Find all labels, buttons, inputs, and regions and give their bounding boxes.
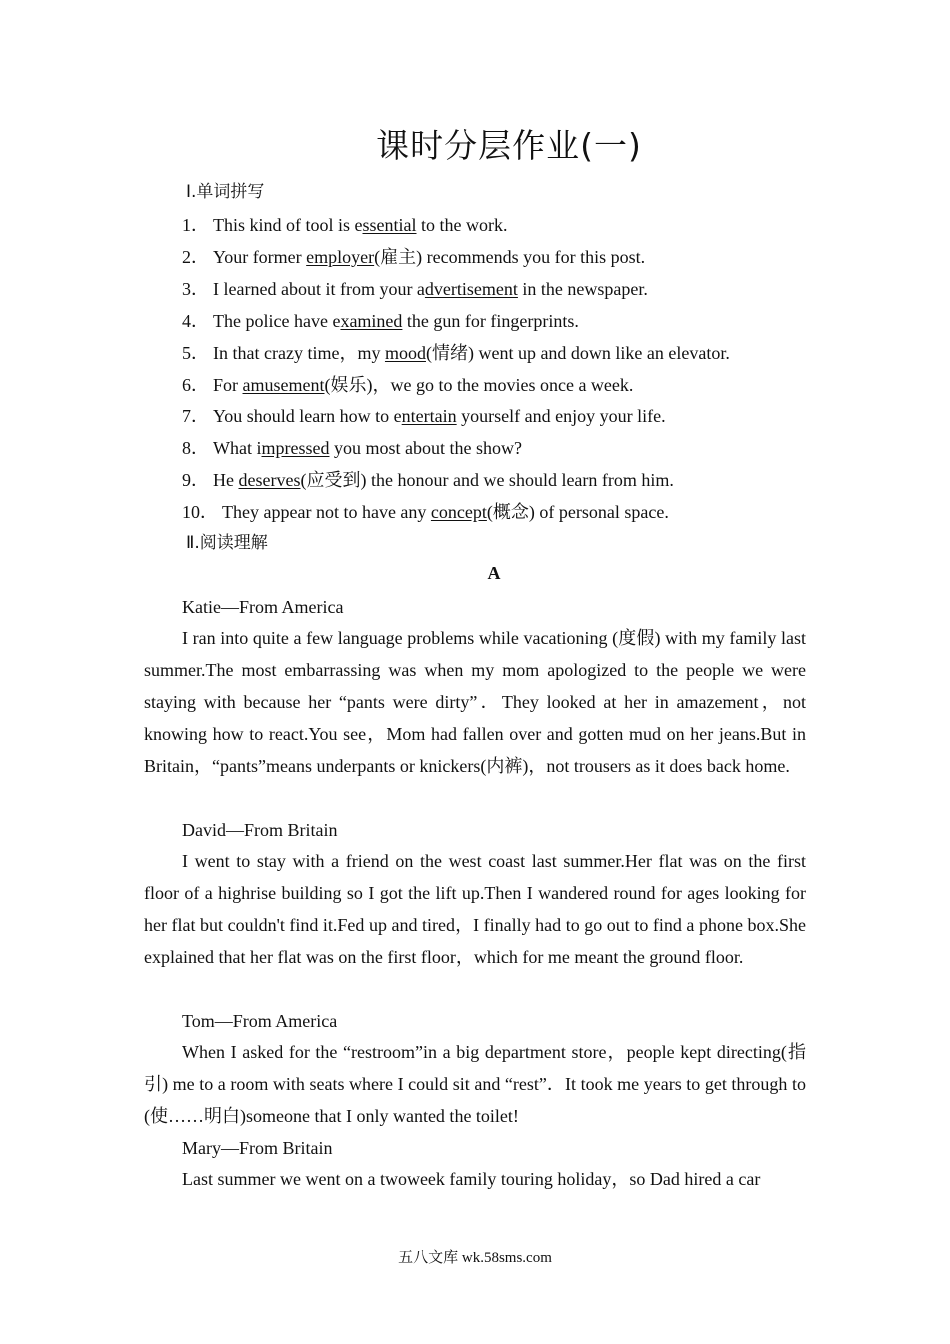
paragraph-tom: When I asked for the “restroom”in a big department store，people kept directing(指引) me to a room with seats where I could sit and “rest”．It took me years to get through to (使……明白)someone that I only wanted the toilet! (144, 1042, 806, 1126)
item-text: This kind of tool is e (213, 215, 363, 235)
spelling-item (182, 436, 522, 460)
item-number: 9． (182, 470, 209, 491)
item-text: He (213, 470, 239, 491)
paragraph-mary: Last summer we went on a twoweek family touring holiday，so Dad hired a car (182, 1169, 761, 1189)
paragraph-david: I went to stay with a friend on the west coast last summer.Her flat was on the first floor of a highrise building so I got the lift up.Then I wandered round for ages looking for her flat but couldn't find it.Fed up and tired，I finally had to go out to find a phone box.She explained that her flat was on the first floor，which for me meant the ground floor. (144, 851, 806, 967)
spelling-item (182, 309, 579, 333)
item-number: 6． (182, 374, 209, 395)
item-text: (雇主) recommends you for this post. (374, 246, 646, 267)
spelling-item (182, 213, 507, 237)
spelling-item (182, 373, 633, 397)
item-text: (娱乐)，we go to the movies once a week. (324, 374, 634, 395)
item-number: 10． (182, 502, 218, 523)
spelling-item (182, 404, 666, 428)
item-number: 7． (182, 406, 209, 427)
item-number: 4． (182, 310, 209, 331)
item-text: the gun for fingerprints. (402, 310, 579, 331)
spelling-item (182, 277, 648, 301)
item-text: I learned about it from your a (213, 278, 425, 299)
item-answer: deserves (238, 470, 301, 491)
spelling-item (182, 245, 645, 269)
item-text: you most about the show? (329, 438, 522, 459)
item-answer: ssential (362, 215, 417, 235)
item-number: 2． (182, 246, 209, 267)
item-number: 5． (182, 342, 209, 363)
item-answer: employer (306, 246, 375, 267)
item-text: (应受到) the honour and we should learn from him. (300, 470, 674, 491)
section-heading-reading: Ⅱ.阅读理解 (186, 533, 268, 553)
item-answer: mpressed (261, 438, 330, 459)
passage-label: A (487, 563, 501, 583)
footer-watermark: 五八文库 wk.58sms.com (398, 1250, 552, 1266)
item-number: 1． (182, 215, 209, 235)
speaker-tom: Tom—From America (182, 1011, 338, 1031)
speaker-mary: Mary—From Britain (182, 1138, 333, 1158)
item-text: For (213, 374, 243, 395)
item-text: What i (213, 438, 262, 459)
speaker-katie: Katie—From America (182, 597, 344, 617)
item-answer: xamined (340, 310, 403, 331)
item-answer: dvertisement (424, 278, 518, 299)
item-number: 3． (182, 278, 209, 299)
item-text: Your former (213, 246, 307, 267)
item-text: They appear not to have any (222, 502, 431, 523)
speaker-david: David—From Britain (182, 820, 338, 840)
paragraph-katie: I ran into quite a few language problems while vacationing (度假) with my family last summer.The most embarrassing was when my mom apologized to the people we were staying with because her “pants were dirty”．They looked at her in amazement，not knowing how to react.You see，Mom had fallen over and gotten mud on her jeans.But in Britain，“pants”means underpants or knickers(内裤)，not trousers as it does back home. (144, 628, 806, 776)
item-text: The police have e (213, 310, 341, 331)
item-text: In that crazy time，my (213, 342, 385, 363)
item-answer: amusement (242, 374, 325, 395)
spelling-item (182, 500, 669, 524)
item-text: (情绪) went up and down like an elevator. (425, 342, 730, 363)
item-text: (概念) of personal space. (486, 502, 669, 523)
item-text: You should learn how to e (213, 406, 402, 427)
spelling-item (182, 468, 674, 492)
item-text: to the work. (416, 215, 508, 235)
item-text: yourself and enjoy your life. (456, 406, 666, 427)
page-title: 课时分层作业(一) (376, 126, 642, 165)
item-number: 8． (182, 438, 209, 459)
item-answer: mood (384, 342, 426, 363)
section-heading-spelling: Ⅰ.单词拼写 (186, 182, 265, 202)
item-text: in the newspaper. (517, 278, 648, 299)
item-answer: ntertain (401, 406, 457, 427)
spelling-item (182, 341, 730, 365)
item-answer: concept (430, 502, 487, 523)
